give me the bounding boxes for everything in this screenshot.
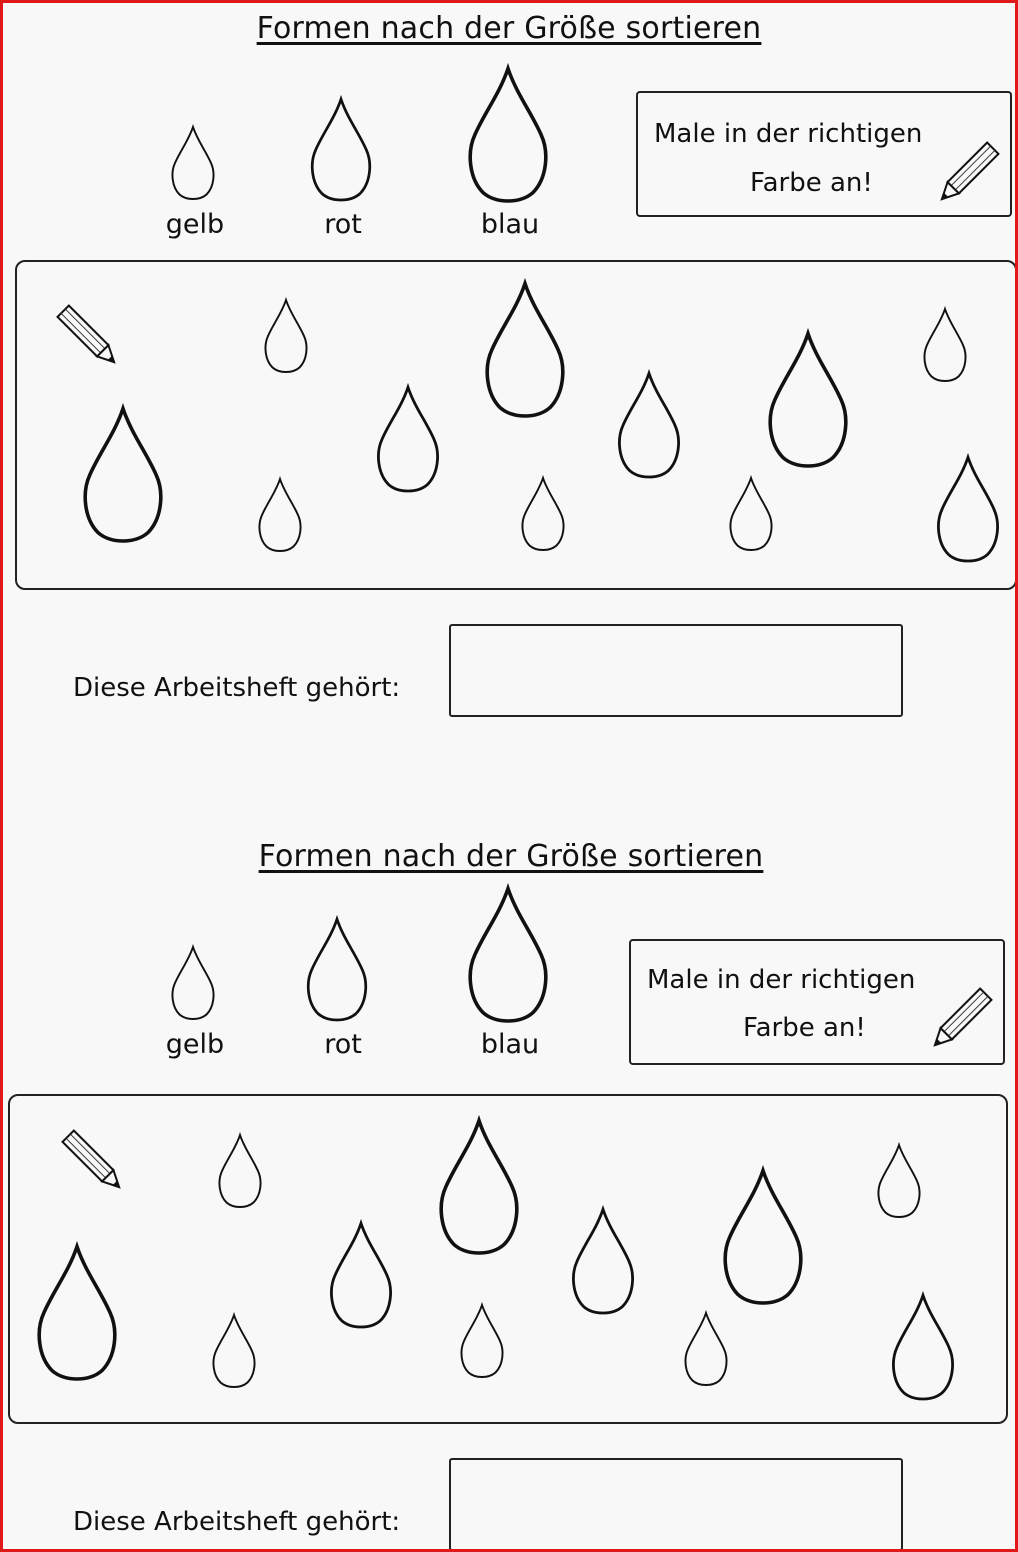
- raindrop-icon[interactable]: [924, 309, 965, 381]
- worksheet-title: Formen nach der Größe sortieren: [256, 11, 762, 46]
- instruction-line-1: Male in der richtigen: [654, 119, 923, 149]
- raindrop-icon[interactable]: [259, 479, 300, 551]
- raindrop-icon[interactable]: [487, 284, 563, 416]
- raindrop-icon[interactable]: [619, 373, 678, 477]
- raindrop-icon[interactable]: [938, 457, 997, 561]
- instruction-line-2: Farbe an!: [743, 1013, 866, 1043]
- raindrop-icon[interactable]: [39, 1247, 115, 1379]
- raindrop-icon[interactable]: [378, 387, 437, 491]
- raindrop-icon[interactable]: [441, 1121, 517, 1253]
- raindrop-icon[interactable]: [893, 1295, 952, 1399]
- legend-label-large: blau: [480, 1029, 540, 1060]
- owner-name-field[interactable]: [449, 624, 903, 717]
- raindrop-icon[interactable]: [730, 478, 771, 550]
- raindrop-icon[interactable]: [725, 1171, 801, 1303]
- raindrop-icon[interactable]: [685, 1313, 726, 1385]
- owner-label: Diese Arbeitsheft gehört:: [73, 673, 401, 703]
- instruction-line-2: Farbe an!: [750, 168, 873, 198]
- raindrop-icon[interactable]: [878, 1145, 919, 1217]
- raindrop-icon[interactable]: [461, 1305, 502, 1377]
- raindrop-icon[interactable]: [265, 300, 306, 372]
- instruction-line-1: Male in der richtigen: [647, 965, 916, 995]
- worksheet-bottom: [3, 829, 1018, 1552]
- legend-label-large: blau: [480, 209, 540, 240]
- worksheet-title: Formen nach der Größe sortieren: [258, 839, 764, 874]
- raindrop-icon[interactable]: [219, 1135, 260, 1207]
- worksheet-top: [3, 3, 1018, 779]
- legend-label-medium: rot: [324, 1029, 362, 1060]
- raindrop-icon[interactable]: [573, 1209, 632, 1313]
- raindrop-icon[interactable]: [213, 1315, 254, 1387]
- legend-label-medium: rot: [324, 209, 362, 240]
- legend-label-small: gelb: [165, 209, 225, 240]
- raindrop-icon[interactable]: [770, 334, 846, 466]
- owner-label: Diese Arbeitsheft gehört:: [73, 1507, 401, 1537]
- sorting-drops: [3, 829, 1018, 1552]
- legend-label-small: gelb: [165, 1029, 225, 1060]
- owner-name-field[interactable]: [449, 1458, 903, 1551]
- raindrop-icon[interactable]: [85, 409, 161, 541]
- raindrop-icon[interactable]: [331, 1223, 390, 1327]
- raindrop-icon[interactable]: [522, 478, 563, 550]
